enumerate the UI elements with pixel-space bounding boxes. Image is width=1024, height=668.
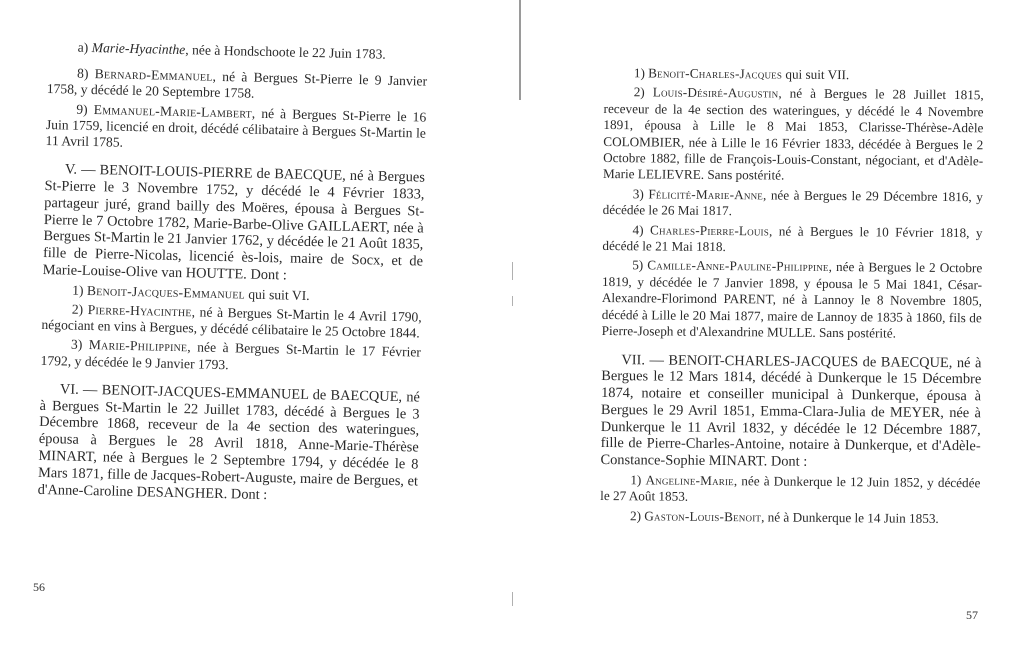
right-page-text — [600, 62, 984, 528]
entry-camille-anne-pauline-philippine: 5) Camille-Anne-Pauline-Philippine, née à Bergues le 2 Octobre 1819, y décédée le 7 Janvier 1898, y épousa le 5 Mai 1841, César-Alexandre-Florimond PARENT, né à Lannoy le 8 Novembre 1805, décédé à Lille le 20 Mai 1877, maire de Lannoy de 1835 à 1860, fils de Pierre-Joseph et d'Alexandrine MULLE. Sans postérité. — [601, 257, 983, 341]
entry-name: Gaston-Louis-Benoit — [644, 508, 762, 525]
entry-name: Bernard-Emmanuel — [94, 66, 213, 84]
entry-benoit-charles-jacques: 1) Benoit-Charles-Jacques qui suit VII. — [633, 65, 850, 83]
entry-name: Emmanuel-Marie-Lambert — [93, 101, 253, 121]
entry-name: Benoit-Jacques-Emmanuel — [86, 282, 246, 302]
page-number-left: 56 — [33, 580, 45, 594]
entry-name: Félicité-Marie-Anne — [648, 186, 764, 203]
entry-pierre-hyacinthe: 2) Pierre-Hyacinthe, né à Bergues St-Martin le 4 Avril 1790, négociant en vins à Bergues, y décédé célibataire le 25 Octobre 1844. — [41, 301, 422, 341]
entry-bernard-emmanuel: 8) Bernard-Emmanuel, né à Bergues St-Pierre le 9 Janvier 1758, y décédé le 20 Septembre 1758. — [46, 65, 428, 102]
generation-vi: VI. — BENOIT-JACQUES-EMMANUEL de BAECQUE, né à Bergues St-Martin le 22 Juillet 1783, décédé à Bergues le 3 Décembre 1868, receveur de la 4e section des wateringues, épousa à Bergues le 28 Avril 1818, Anne-Marie-Thérèse MINART, née à Bergues le 2 Septembre 1794, y décédée le 8 Mars 1871, fille de Jacques-Robert-Auguste, maire de Bergues, et d'Anne-Caroline DESANGHER. Dont : — [37, 381, 421, 503]
entry-name: Benoit-Charles-Jacques — [648, 65, 783, 82]
entry-benoit-jacques-emmanuel: 1) Benoit-Jacques-Emmanuel qui suit VI. — [72, 282, 310, 303]
left-page-text — [38, 36, 428, 507]
generation-vii: VII. — BENOIT-CHARLES-JACQUES de BAECQUE, né à Bergues le 12 Mars 1814, décédé à Dunkerque le 15 Décembre 1874, notaire et conseiller municipal à Dunkerque, épousa à Bergues le 29 Avril 1851, Emma-Clara-Julia de MEYER, née à Dunkerque le 11 Avril 1832, y décédée le 12 Décembre 1887, fille de Pierre-Charles-Antoine, notaire à Dunkerque, et d'Adèle-Constance-Sophie MINART. Dont : — [600, 351, 982, 471]
entry-emmanuel-marie-lambert: 9) Emmanuel-Marie-Lambert, né à Bergues St-Pierre le 16 Juin 1759, licencié en droit, décédé célibataire à Bergues St-Martin le 11 Avril 1785. — [45, 101, 427, 150]
entry-louis-desire-augustin: 2) Louis-Désiré-Augustin, né à Bergues le 28 Juillet 1815, receveur de la 4e section des wateringues, y décédé le 4 Novembre 1891, épousa à Lille le 8 Mai 1853, Clarisse-Thérèse-Adèle COLOMBIER, née à Lille le 16 Février 1833, décédée à Bergues le 2 Octobre 1882, fille de François-Louis-Constant, négociant, et d'Adèle-Marie LELIEVRE. Sans postérité. — [602, 84, 984, 184]
entry-angeline-marie: 1) Angeline-Marie, née à Dunkerque le 12 Juin 1852, y décédée le 27 Août 1853. — [600, 472, 981, 505]
entry-name: Marie-Philippine — [88, 337, 188, 355]
entry-name: Angeline-Marie — [645, 472, 734, 489]
entry-name: Pierre-Hyacinthe — [87, 301, 192, 320]
entry-marie-hyacinthe: a) Marie-Hyacinthe, née à Hondschoote le 22 Juin 1783. — [77, 39, 386, 62]
entry-gaston-louis-benoit: 2) Gaston-Louis-Benoit, né à Dunkerque le 14 Juin 1853. — [629, 508, 939, 526]
entry-name: Camille-Anne-Pauline-Philippine — [647, 257, 829, 275]
entry-name: Charles-Pierre-Louis — [649, 222, 770, 239]
page-number-right: 57 — [966, 608, 978, 622]
entry-marie-philippine: 3) Marie-Philippine, née à Bergues St-Martin le 17 Février 1792, y décédée le 9 Janvier 1793. — [40, 337, 422, 372]
right-page — [512, 0, 1024, 668]
entry-felicite-marie-anne: 3) Félicité-Marie-Anne, née à Bergues le 29 Décembre 1816, y décédée le 26 Mai 1817. — [602, 186, 983, 219]
entry-name: Marie-Hyacinthe — [91, 39, 186, 58]
entry-charles-pierre-louis: 4) Charles-Pierre-Louis, né à Bergues le 10 Février 1818, y décédé le 21 Mai 1818. — [602, 221, 983, 255]
generation-v: V. — BENOIT-LOUIS-PIERRE de BAECQUE, né à Bergues St-Pierre le 3 Novembre 1752, y décédé le 4 Février 1833, partageur juré, grand bailly des Moëres, épousa à Bergues St-Pierre le 7 Octobre 1782, Marie-Barbe-Olive GAILLAERT, née à Bergues St-Martin le 21 Janvier 1762, y décédée le 21 Août 1835, fille de Pierre-Nicolas, licencié ès-lois, maire de Socx, et de Marie-Louise-Olive van HOUTTE. Dont : — [42, 161, 426, 284]
entry-name: Louis-Désiré-Augustin — [652, 84, 779, 101]
